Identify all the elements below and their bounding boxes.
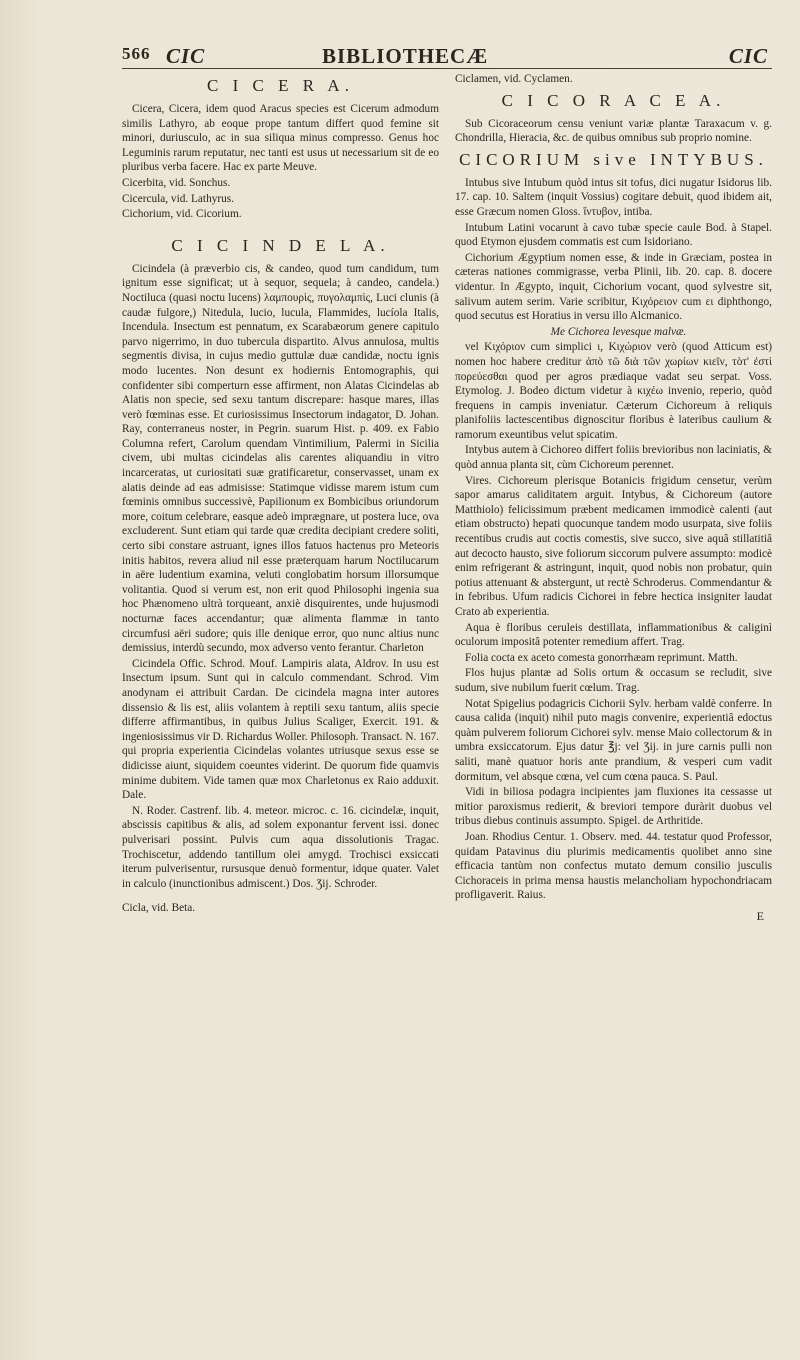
paragraph: Cicindela Offic. Schrod. Mouf. Lampiris alata, Aldrov. In usu est Insectum ipsum. Sunt qui in calculo commendant. Schrod. Vim anodynam ei attribuit Cardan. De cicindela magna inter autores dissensio & lis est, aliis volantem à reptili sexu tantum, aliis specie differre affirmantibus, in quibus Julius Scaliger, Exercit. 191. & ingeniosissimus vir D. Richardus Woller. Philosoph. Transact. N. 167. qui propria experientia Cicindelas volantes utriusque sexus esse se didicisse aiunt, siquidem coeuntes viderint. De quorum fide quamvis minime dubitem. Vide tamen quæ mox Charletonus ex Raio adduxit. Dale.	[122, 657, 439, 802]
section-heading-cicera: C I C E R A.	[207, 76, 354, 95]
paragraph: Folia cocta ex aceto comesta gonorrhæam reprimunt. Matth.	[465, 651, 738, 664]
cross-reference: Cicerbita, vid. Sonchus.	[122, 176, 231, 189]
cross-reference: Cicercula, vid. Lathyrus.	[122, 192, 234, 205]
paragraph: Intubum Latini vocarunt à cavo tubæ specie caule Bod. à Stapel. quod Etymon ejusdem commatis est cum Isidoriano.	[455, 221, 772, 249]
page-title: BIBLIOTHECÆ	[322, 44, 489, 68]
paragraph: vel Κιχόριον cum simplici ι, Κιχώριον verò (quod Atticum est) nomen hoc habere creditur ἀπὸ τῶ διὰ τῶν χωρίων κιεῖν, τὸτ' ἐστὶ πορεύεσθαι quod per agros prædiaque vadat seu serpat. Voss. Etymolog. J. Bodeo dictum videtur à κιχέω invenio, reperio, quòd frequens in campis inveniatur. Cæterum Cichoreum à reliquis planifoliis lactescentibus dignoscitur floribus è lateribus caulium & ramorum exeuntibus velut spicatim.	[455, 341, 772, 441]
paragraph: N. Roder. Castrenf. lib. 4. meteor. microc. c. 16. cicindelæ, inquit, abscissis capitibus & alis, ad solem exponantur fervent issi. donec pulverisari possint. Pulvis cum aqua dissolutionis Tragac. Trochiscetur, addendo tantillum olei amygd. Trochisci exsiccati iterum pulverisentur, rursusque denuò formentur, idque quater. Valet in calculo (inunctionibus admiscent.) Dos. Ʒij. Schroder.	[122, 804, 439, 890]
paragraph: Sub Cicoraceorum censu veniunt variæ plantæ Taraxacum v. g. Chondrilla, Hieracia, &c. de quibus omnibus sub proprio nomine.	[455, 117, 772, 145]
text-columns	[122, 72, 772, 1360]
paragraph: Aqua è floribus ceruleis destillata, inflammationibus & caliginì oculorum impositâ potenter remedium affert. Trag.	[455, 621, 772, 649]
paragraph: Vires. Cichoreum plerisque Botanicis frigidum censetur, verùm sapor amarus caliditatem arguit. Intybus, & Cichoreum (autore Matthiolo) felicissimum præbent medicamen immodicè calenti (aut etiam obstructo) hepati quocunque tandem modo usurpata, sive foliis recentibus crudis aut coctis comestis, sive succo, sive aquâ stillatitiâ aut decocto hausto, sive foliorum siccorum pulvere assumpto: modicè enim refrigerant & astringunt, inquit, quod nobis non probatur, quin potius attenuant & abstergunt, ut rectè Schroderus. Commendantur & in febribus. Ufum radicis Cichorei in febre hectica insigniter laudat Crato ab experientia.	[455, 474, 772, 618]
paragraph: Flos hujus plantæ ad Solis ortum & occasum se recludit, sive sudum, sive nubilum fuerit cœlum. Trag.	[455, 667, 772, 694]
verse-line: Me Cichorea levesque malvæ.	[550, 325, 687, 338]
section-heading-cicorium: CICORIUM sive INTYBUS.	[459, 149, 768, 169]
cross-reference: Cichorium, vid. Cicorium.	[122, 208, 242, 221]
paragraph: Intybus autem à Cichoreo differt foliis brevioribus non laciniatis, & quòd annua planta sit, cùm Cichoreum perennet.	[455, 444, 772, 472]
paragraph: Vidi in biliosa podagra incipientes jam fluxiones ita cessasse ut mitior paroxismus redierit, & breviori tempore duràrit duobus vel tribus diebus continuis assumpto. Spigel. de Arthritide.	[455, 786, 772, 828]
left-column	[122, 72, 439, 1360]
right-catch-word: CIC	[728, 44, 768, 68]
paragraph: Cicindela (à præverbio cis, & candeo, quod tum candidum, tum ignitum esse significat; ut à sequor, sequela; à candeo, candela.) Noctiluca (quasi noctu lucens) λαμπουρὶς, πυγολαμπὶς, Luci clunis (à caudæ fulgore,) Nitedula, lucio, lucula, Flammides, lucíola Italis, Incendula. Insectum est pennatum, ex Scarabæorum genere capitulo parvo nigerrimo, in duo tubercula dispartito. Alvus annulosa, multis segmentis divisa, in cujus medio guttulæ duæ candidæ, noctu ignis modo lucentes. Non desunt ex hodiernis Entomographis, qui confidenter sibi comperturn esse affirment, non Alatas Cicindelas ab Alatis non specie, sed sexu tantum discrepare: hasque mares, illas verò fœminas esse. Et curiosissimus Insectorum indagator, D. Johan. Ray, conterraneus noster, in Pegrin. suarum Hist. p. 409. ex Fabio Columna refert, Carolum quendam Vintimilium, Palermi in Sicilia civem, ubi multas cicindelas alis carentes aliquandiu in vitro incarceratas, ut curiositati suæ gratificaretur, conservasset, unam ex alatis deinde ad eas admisisse: Statimque vidisse marem istum cum fœminis omnibus successivè, Papilionum ex Bombicibus oriundorum more, coitum celebrare, easque adeò imprægnare, ut postera luce, ova excluderent. Sunt etiam qui tarde quæ credita decipiant credere soliti, certo sibi constare astruant, ignes illos fatuos hactenus pro Meteoris initis habitos, revera aliud nil esse præterquam harum Noctilucarum in aëre ludentium examina, veluti conglobatim horsum illorsumque volitantia. Quod si verum est, non erit quod Philosophi ingenia sua hoc Phænomeno ultrà torqueant, anxiè disquirentes, unde hujusmodi nocturnæ faces accendantur; quæ alimenta flammæ in tanto circumfusi aëri sudore; quis ille denique error, quo nunc altius nunc demissius, interdù secundo, mox adverso vento ferantur. Charleton	[122, 262, 439, 655]
right-column	[455, 72, 772, 1360]
paragraph: Cichorium Ægyptium nomen esse, & inde in Græciam, postea in cæteras nationes commigrasse, verba Plinii, lib. 20. cap. 8. docere videntur. In Ægypto, inquit, Cichorium vocant, quod sylvestre sit, salivum autem serim. Varie scribitur, Κιχόρειον cum ει diphthongo, quod secutus est Horatius in versu illo Alcmanico.	[455, 251, 772, 323]
cross-reference: Ciclamen, vid. Cyclamen.	[455, 73, 573, 85]
paragraph: Notat Spigelius podagricis Cichorii Sylv. herbam valdè conferre. In causa calida (inquit) nihil puto magis convenire, experientiâ edoctus quàm pulverem foliorum Cichorei sylv. mense Maio collectorum & in umbra exsiccatorum. Ejus datur ℥j: vel Ʒij. in jure carnis pulli non saliti, manè quatuor horis ante prandium, & vesperi cum vadit dormitum, vel absque cœna, vel cum cœna pauca. S. Paul.	[455, 697, 772, 783]
paragraph: Joan. Rhodius Centur. 1. Observ. med. 44. testatur quod Professor, quidam Patavinus diu plurimis medicamentis quolibet anno sine efficacia tantùm non confectus mutato demum consilio jusculis Cichoraceis in prima mensa haustis melancholiam hypochondriacam profligaverit. Raius.	[455, 830, 772, 902]
paragraph: Intubus sive Intubum quòd intus sit tofus, dici nugatur Isidorus lib. 17. cap. 10. Saltem (inquit Vossius) cogitare debuit, quod ibidem ait, esse Græcum nomen Gloss. ἴντυβον, intiba.	[455, 176, 772, 218]
running-head	[122, 44, 772, 69]
section-heading-cicoracea: C I C O R A C E A.	[501, 90, 726, 110]
section-heading-cicindela: C I C I N D E L A.	[171, 235, 390, 255]
catchword: E	[756, 908, 764, 923]
cross-reference: Cicla, vid. Beta.	[122, 902, 196, 915]
paragraph: Cicera, Cicera, idem quod Aracus species est Cicerum admodum similis Lathyro, ab eoque prope tantum differt quod femine sit minori, duriusculo, ac in sua siliqua minus compresso. Genus hoc Leguminis rarum reputatur, nec tanti est usus ut necessarium sit de eo pluribus verba facere. Hac ex parte Meuve.	[122, 103, 439, 174]
page-number: 566	[122, 44, 151, 63]
left-catch-word: CIC	[166, 44, 206, 68]
